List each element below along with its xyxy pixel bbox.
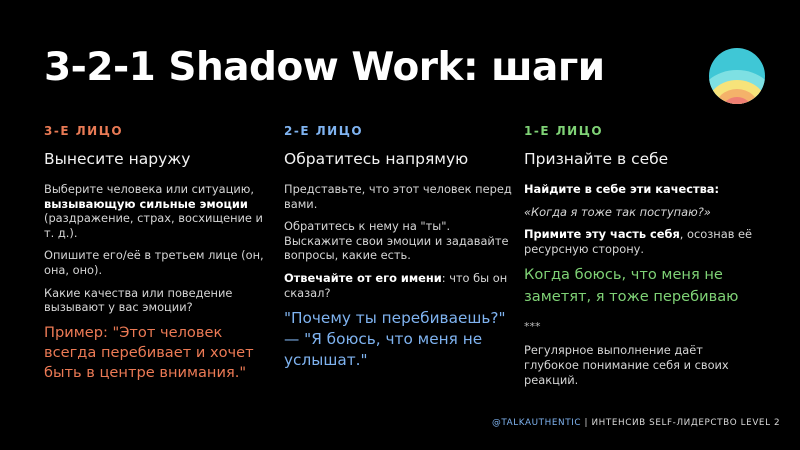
column-label: 3-Е ЛИЦО — [44, 124, 124, 138]
footer — [492, 418, 780, 428]
example-quote: "Почему ты перебиваешь?" — "Я боюсь, что меня не услышат." — [284, 309, 506, 370]
example-quote: Когда боюсь, что меня не заметят, я тоже перебиваю — [524, 266, 739, 306]
column-label: 1-Е ЛИЦО — [524, 124, 604, 138]
footer-handle: @TALKAUTHENTIC — [492, 418, 582, 428]
step-paragraph: Примите эту часть себя, осознав её ресурсную сторону. — [524, 227, 753, 256]
step-paragraph: Отвечайте от его имени: что бы он сказал? — [284, 270, 508, 300]
step-paragraph: «Когда я тоже так поступаю?» — [524, 204, 711, 219]
step-paragraph: Обратитесь к нему на "ты". Выскажите свои эмоции и задавайте вопросы, какие есть. — [284, 219, 509, 263]
example-quote: Пример: "Этот человек всегда перебивает и хочет быть в центре внимания." — [44, 323, 254, 381]
rainbow-circle-icon — [709, 48, 765, 104]
column-label: 2-Е ЛИЦО — [284, 124, 364, 138]
step-paragraph: Выберите человека или ситуацию, вызывающую сильные эмоции (раздражение, страх, восхищение и т. д.). — [44, 182, 263, 240]
step-paragraph: Регулярное выполнение даёт глубокое понимание себя и своих реакций. — [524, 343, 729, 387]
slide-title: 3-2-1 Shadow Work: шаги — [44, 45, 605, 90]
separator-stars: *** — [524, 320, 541, 334]
step-paragraph: Какие качества или поведение вызывают у вас эмоции? — [44, 285, 233, 315]
first-person-column — [524, 124, 756, 395]
column-heading: Вынесите наружу — [44, 150, 191, 168]
footer-separator: | — [581, 418, 592, 428]
step-paragraph: Опишите его/её в третьем лице (он, она, оно). — [44, 248, 264, 277]
second-person-column — [284, 124, 516, 371]
column-heading: Признайте в себе — [524, 150, 669, 168]
footer-text: ИНТЕНСИВ SELF-ЛИДЕРСТВО LEVEL 2 — [591, 418, 781, 428]
step-paragraph: Представьте, что этот человек перед вами. — [284, 182, 512, 211]
column-heading: Обратитесь напрямую — [284, 150, 469, 168]
step-paragraph: Найдите в себе эти качества: — [524, 182, 720, 196]
third-person-column — [44, 124, 276, 383]
